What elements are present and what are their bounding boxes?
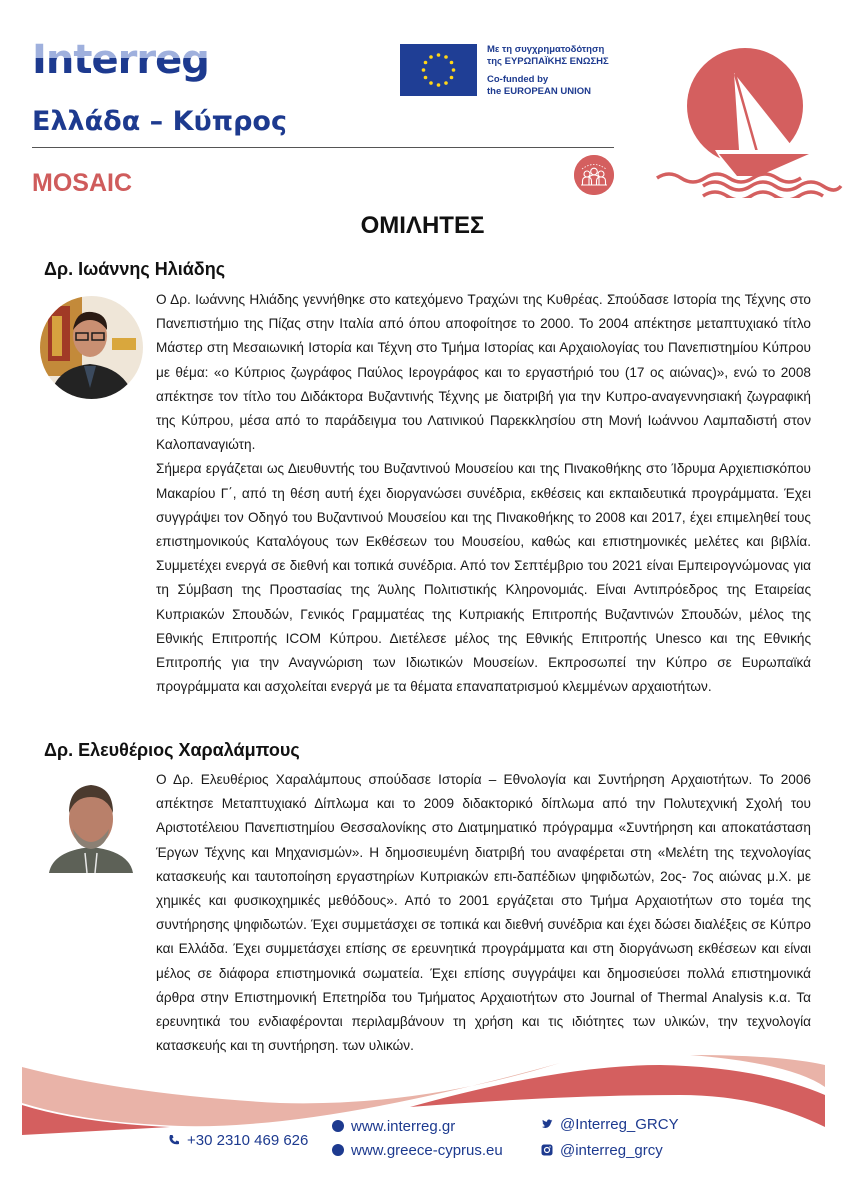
eu-star-icon — [437, 53, 441, 57]
speaker-2-bio-paragraph-1: Ο Δρ. Ελευθέριος Χαραλάμπους σπούδασε Ιστορία – Εθνολογία και Συντήρηση Αρχαιοτήτων. Το 2006 απέκτησε Μεταπτυχιακό Δίπλωμα και το 2009 διδακτορικό δίπλωμα από την Πολυτεχνική Σχολή του Αριστοτέλειου Πανεπιστημίου Θεσσαλονίκης στο Διατμηματικό πρόγραμμα «Συντήρηση και αποκατάσταση Έργων Τέχνης και Μηχανισμών». Η δημοσιευμένη διατριβή του αναφέρεται στη «Μελέτη της τεχνολογίας κατασκευής και ταυτοποίηση εργαστηρίων Κυπριακών επι-δαπέδιων ψηφιδωτών, 2ος- 7ος αιώνας μ.Χ. με χημικές και φυσικοχημικές μεθόδους». Από το 2001 εργάζεται στο Τμήμα Αρχαιοτήτων στο τομέα της συντήρησης ψηφιδωτών. Έχει συμμετάσχει σε τοπικά και διεθνή συνέδρια και έχει δώσει διαλέξεις σε Κύπρο και Ελλάδα. Έχει συμμετάσχει επίσης σε ερευνητικά προγράμματα και στη διοργάνωση εκθέσεων και είναι μέλος σε διάφορα επιστημονικά σωματεία. Έχει επίσης συγγράψει και δημοσιεύσει πολλά επιστημονικά άρθρα στην Επιστημονική Επετηρίδα του Τμήματος Αρχαιοτήτων στο Journal of Thermal Analysis κ.α. Τα ερευνητικά του ενδιαφέρονται περιλαμβάνουν τη χρήση και τις ιδιότητες των υλικών, την τεχνολογία κατασκευής και τη συντήρηση. των υλικών. — [156, 772, 811, 1054]
sailboat-sun-icon — [655, 38, 845, 198]
twitter-link[interactable] — [541, 1116, 679, 1134]
website-2-text: www.greece-cyprus.eu — [351, 1142, 503, 1159]
eu-flag-icon — [400, 44, 477, 96]
header-divider — [32, 147, 614, 148]
twitter-icon — [541, 1117, 553, 1129]
instagram-handle: @interreg_grcy — [560, 1142, 663, 1159]
page-header — [0, 0, 845, 205]
eu-star-icon — [450, 76, 454, 80]
eu-funding-line-3: Co-funded by — [487, 74, 549, 85]
eu-star-icon — [437, 83, 441, 87]
interreg-logo: Interreg — [32, 37, 209, 83]
speaker-2-bio — [156, 768, 811, 1058]
speaker-1-photo — [40, 296, 143, 399]
people-group-icon — [574, 155, 614, 195]
phone-contact[interactable] — [168, 1132, 308, 1150]
eu-star-icon — [429, 55, 433, 59]
website-link-1[interactable] — [332, 1118, 455, 1136]
eu-funding-statement — [487, 44, 609, 97]
program-name: Ελλάδα – Κύπρος — [32, 106, 287, 137]
eu-funding-line-1: Με τη συγχρηματοδότηση — [487, 44, 605, 55]
phone-icon — [168, 1133, 180, 1145]
eu-star-icon — [444, 81, 448, 85]
globe-dot-icon — [332, 1120, 344, 1132]
project-name: MOSAIC — [32, 169, 132, 197]
speaker-1-name: Δρ. Ιωάννης Ηλιάδης — [44, 259, 226, 279]
instagram-icon — [541, 1143, 553, 1155]
eu-star-icon — [452, 68, 456, 72]
website-link-2[interactable] — [332, 1142, 503, 1160]
website-1-text: www.interreg.gr — [351, 1118, 456, 1135]
eu-funding-line-4: the EUROPEAN UNION — [487, 85, 591, 97]
eu-star-icon — [422, 68, 426, 72]
speaker-2-photo — [45, 773, 137, 873]
phone-number: +30 2310 469 626 — [187, 1132, 309, 1149]
eu-star-icon — [429, 81, 433, 85]
speaker-1-bio-paragraph-2: Σήμερα εργάζεται ως Διευθυντής του Βυζαντινού Μουσείου και της Πινακοθήκης στο Ίδρυμα Αρχιεπισκόπου Μακαρίου Γ΄, από τη θέση αυτή έχει διοργανώσει συνέδρια, εκθέσεις και εκπαιδευτικά προγράμματα. Έχει συγγράψει τον Οδηγό του Βυζαντινού Μουσείου και της Πινακοθήκης το 2008 και 2017, έχει επιμεληθεί τους επιστημονικούς Καταλόγους των Εκθέσεων του Μουσείου, καθώς και επιστημονικές μελέτες και βιβλία. Συμμετέχει ενεργά σε διεθνή και τοπικά συνέδρια. Από τον Σεπτέμβριο του 2021 είναι Εμπειρογνώμονας για τη Σύμβαση της Προστασίας της Άυλης Πολιτιστικής Κληρονομιάς. Είναι Αντιπρόεδρος της Εταιρείας Κυπριακών Σπουδών, Γενικός Γραμματέας της Κυπριακής Επιτροπής Βυζαντινών Σπουδών, μέλος της Εθνικής Επιτροπής ICOM Κύπρου. Διετέλεσε μέλος της Εθνικής Επιτροπής Unesco και της Εθνικής Επιτροπής για την Αναγνώριση των Ιδιωτικών Μουσείων. Εκπροσωπεί την Κύπρο σε Ευρωπαϊκά προγράμματα και ασχολείται ενεργά με τα θέματα επαναπατρισμού κλεμμένων αρχαιοτήτων. — [156, 461, 811, 695]
speaker-1-bio — [156, 288, 811, 699]
speaker-2-name: Δρ. Ελευθέριος Χαραλάμπους — [44, 740, 300, 760]
eu-star-icon — [424, 61, 428, 65]
page-title: ΟΜΙΛΗΤΕΣ — [360, 212, 485, 239]
eu-star-icon — [450, 61, 454, 65]
instagram-link[interactable] — [541, 1142, 663, 1160]
globe-dot-icon — [332, 1144, 344, 1156]
eu-funding-line-2: της ΕΥΡΩΠΑΪΚΗΣ ΕΝΩΣΗΣ — [487, 55, 609, 67]
eu-star-icon — [444, 55, 448, 59]
twitter-handle: @Interreg_GRCY — [560, 1116, 679, 1133]
speaker-1-bio-paragraph-1: Ο Δρ. Ιωάννης Ηλιάδης γεννήθηκε στο κατεχόμενο Τραχώνι της Κυθρέας. Σπούδασε Ιστορία της Τέχνης στο Πανεπιστήμιο της Πίζας στην Ιταλία από όπου αποφοίτησε το 2000. Το 2004 απέκτησε μεταπτυχιακό τίτλο Μάστερ στη Μεσαιωνική Ιστορία και Τέχνη στο Τμήμα Ιστορίας και Αρχαιολογίας του Πανεπιστημίου Κύπρου με θέμα: «ο Κύπριος ζωγράφος Παύλος Ιερογράφος και το εργαστήριό του (17 ος αιώνας)», ενώ το 2008 απέκτησε τον τίτλο του Διδάκτορα Βυζαντινής Τέχνης με διατριβή για την Κυπρο-αναγεννησιακή ζωγραφική της Κύπρου, μέσα από το παράδειγμα του Λατινικού Παρεκκλησίου στη Μονή Ιωάννου Λαμπαδιστή στον Καλοπαναγιώτη. — [156, 292, 811, 453]
eu-star-icon — [424, 76, 428, 80]
